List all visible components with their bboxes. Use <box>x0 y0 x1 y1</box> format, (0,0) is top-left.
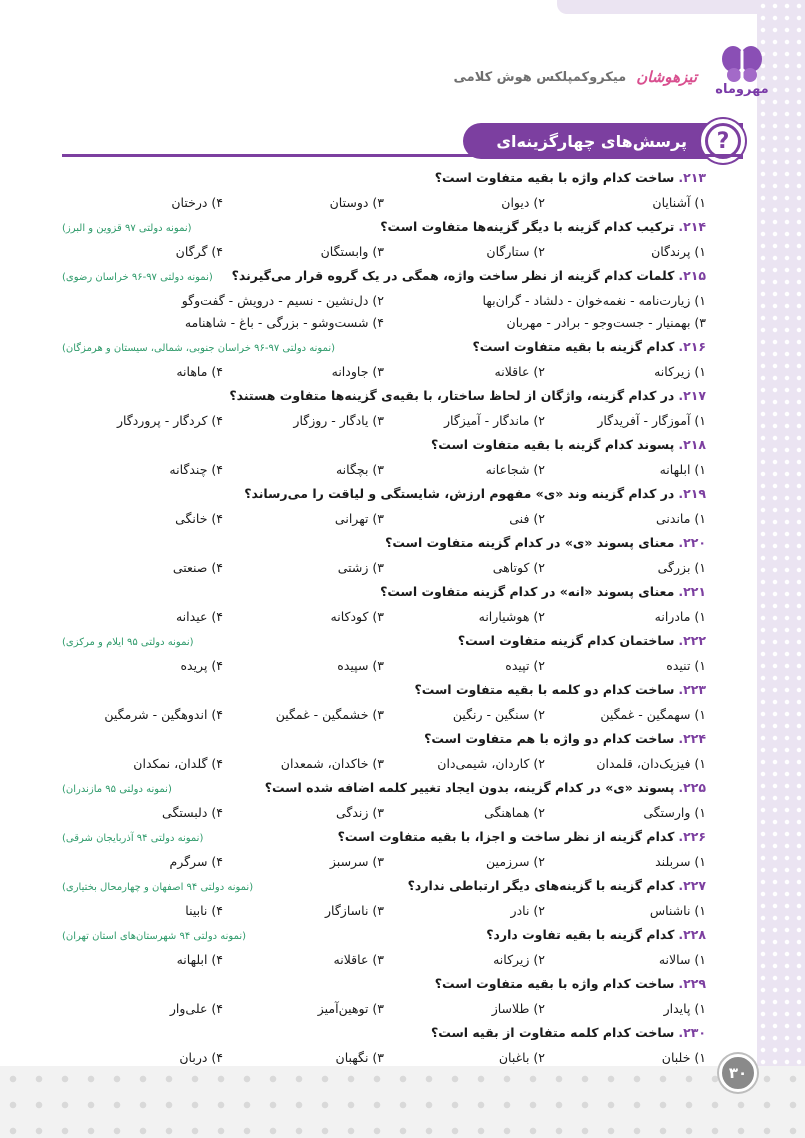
question-source: (نمونه دولتی ۹۴ اصفهان و چهارمحال بختیاری) <box>62 882 254 893</box>
answer-option[interactable]: ۲) کوتاهی <box>492 559 545 575</box>
question-item <box>62 927 706 970</box>
answer-option[interactable]: ۲) دیوان <box>501 194 545 210</box>
options-row <box>62 409 706 431</box>
question-text: ساخت کدام واژه با بقیه متفاوت است؟ <box>434 170 675 185</box>
question-header <box>62 780 706 801</box>
question-number: ۲۲۴. <box>678 731 706 746</box>
question-text: کدام گزینه با گزینه‌های دیگر ارتباطی ندارد؟ <box>407 878 675 893</box>
answer-option[interactable]: ۴) پریده <box>180 657 223 673</box>
answer-option[interactable]: ۴) گلدان، نمکدان <box>133 755 223 771</box>
publisher-logo <box>709 44 775 97</box>
question-item <box>62 829 706 872</box>
options-row <box>62 1046 706 1068</box>
answer-option[interactable]: ۴) چندگانه <box>169 461 223 477</box>
section-title: پرسش‌های چهارگزینه‌ای <box>496 131 687 151</box>
question-stem <box>473 339 706 354</box>
question-text: ساختمان کدام گزینه متفاوت است؟ <box>457 633 675 648</box>
question-item <box>62 1025 706 1068</box>
question-item <box>62 268 706 333</box>
question-item <box>62 339 706 382</box>
question-stem <box>486 927 706 942</box>
question-text: در کدام گزینه وند «ی» مفهوم ارزش، شایستگی و لیاقت را می‌رساند؟ <box>244 486 675 501</box>
answer-option[interactable]: ۲) ماندگار - آمیزگار <box>444 412 545 428</box>
question-header <box>62 268 706 289</box>
answer-option[interactable]: ۴) اندوهگین - شرمگین <box>104 706 223 722</box>
question-text: پسوند کدام گزینه با بقیه متفاوت است؟ <box>431 437 675 452</box>
answer-option[interactable]: ۳) دوستان <box>329 194 384 210</box>
answer-option[interactable]: ۱) پرندگان <box>651 243 706 259</box>
question-item <box>62 486 706 529</box>
answer-option[interactable]: ۴) علی‌وار <box>169 1000 223 1016</box>
question-number: ۲۱۸. <box>678 437 706 452</box>
answer-option[interactable]: ۱) خلبان <box>661 1049 706 1065</box>
options-row <box>62 507 706 529</box>
answer-option[interactable]: ۴) سرگرم <box>169 853 223 869</box>
question-text: ساخت کدام کلمه متفاوت از بقیه است؟ <box>430 1025 675 1040</box>
question-stem <box>431 437 706 452</box>
question-number: ۲۱۷. <box>678 388 706 403</box>
answer-option[interactable]: ۳) ناسازگار <box>325 902 384 918</box>
question-number: ۲۱۶. <box>678 339 706 354</box>
question-item <box>62 780 706 823</box>
answer-option[interactable]: ۴) درختان <box>171 194 223 210</box>
question-number: ۲۲۵. <box>678 780 706 795</box>
question-number: ۲۳۰. <box>678 1025 706 1040</box>
answer-option[interactable]: ۲) شجاعانه <box>485 461 545 477</box>
answer-option[interactable]: ۴) گرگان <box>175 243 223 259</box>
question-source: (نمونه دولتی ۹۵ ایلام و مرکزی) <box>62 637 194 648</box>
question-text: معنای پسوند «انه» در کدام گزینه متفاوت است؟ <box>380 584 675 599</box>
question-header <box>62 633 706 654</box>
options-row <box>62 654 706 676</box>
answer-option[interactable]: ۲) عاقلانه <box>494 363 545 379</box>
side-pattern-strip <box>757 0 805 1138</box>
logo-text: مهروماه <box>715 82 769 97</box>
question-text: ترکیب کدام گزینه با دیگر گزینه‌ها متفاوت است؟ <box>380 219 675 234</box>
answer-option[interactable]: ۲) هماهنگی <box>484 804 545 820</box>
question-number: ۲۲۷. <box>678 878 706 893</box>
question-text: در کدام گزینه، واژگان از لحاظ ساختار، با بقیه‌ی گزینه‌ها متفاوت هستند؟ <box>229 388 675 403</box>
options-row <box>62 191 706 213</box>
answer-option[interactable]: ۴) دربان <box>179 1049 223 1065</box>
question-number: ۲۱۵. <box>678 268 706 283</box>
question-item <box>62 682 706 725</box>
answer-option[interactable]: ۴) خانگی <box>175 510 223 526</box>
options-row <box>62 240 706 262</box>
question-item <box>62 633 706 676</box>
options-row <box>62 605 706 627</box>
answer-option[interactable]: ۱) زیرکانه <box>654 363 706 379</box>
options-row <box>62 850 706 872</box>
question-item <box>62 170 706 213</box>
answer-option[interactable]: ۴) ابلهانه <box>176 951 223 967</box>
question-stem <box>385 535 706 550</box>
question-source: (نمونه دولتی ۹۴ آذربایجان شرقی) <box>62 833 204 844</box>
question-item <box>62 976 706 1019</box>
answer-option[interactable]: ۴) عیدانه <box>175 608 223 624</box>
question-header <box>62 584 706 605</box>
answer-option[interactable]: ۲) دل‌نشین - نسیم - درویش - گفت‌وگو <box>181 292 384 308</box>
question-number: ۲۱۹. <box>678 486 706 501</box>
book-subtitle: میکروکمپلکس هوش کلامی <box>453 69 627 85</box>
answer-option[interactable]: ۱) مادرانه <box>654 608 706 624</box>
question-stem <box>380 219 706 234</box>
answer-option[interactable]: ۳) عاقلانه <box>333 951 384 967</box>
answer-option[interactable]: ۱) سالانه <box>658 951 706 967</box>
question-number: ۲۱۴. <box>678 219 706 234</box>
answer-option[interactable]: ۲) تپیده <box>505 657 545 673</box>
answer-option[interactable]: ۱) سربلند <box>655 853 706 869</box>
answer-option[interactable]: ۱) پایدار <box>663 1000 706 1016</box>
question-stem <box>232 268 706 283</box>
question-number: ۲۲۲. <box>678 633 706 648</box>
brand-name: تیزهوشان <box>636 68 697 86</box>
question-header <box>62 219 706 240</box>
question-number: ۲۲۶. <box>678 829 706 844</box>
question-item <box>62 388 706 431</box>
question-stem <box>229 388 706 403</box>
question-number: ۲۱۳. <box>678 170 706 185</box>
question-header <box>62 927 706 948</box>
question-text: ساخت کدام دو واژه با هم متفاوت است؟ <box>424 731 675 746</box>
answer-option[interactable]: ۳) زندگی <box>335 804 384 820</box>
answer-option[interactable]: ۳) زشتی <box>337 559 384 575</box>
question-text: کدام گزینه با بقیه تفاوت دارد؟ <box>486 927 675 942</box>
question-header <box>62 878 706 899</box>
question-source: (نمونه دولتی ۹۵ مازندران) <box>62 784 172 795</box>
question-list <box>62 170 706 1074</box>
answer-option[interactable]: ۱) فیزیک‌دان، قلمدان <box>596 755 706 771</box>
answer-option[interactable]: ۲) فنی <box>509 510 545 526</box>
question-header <box>62 486 706 507</box>
answer-option[interactable]: ۳) سرسبز <box>329 853 384 869</box>
question-source: (نمونه دولتی ۹۴ شهرستان‌های استان تهران) <box>62 931 247 942</box>
options-row <box>62 801 706 823</box>
question-source: (نمونه دولتی ۹۷-۹۶ خراسان رضوی) <box>62 272 213 283</box>
question-mark-icon: ? <box>708 126 738 156</box>
question-number: ۲۲۹. <box>678 976 706 991</box>
question-stem <box>458 633 706 648</box>
question-item <box>62 584 706 627</box>
question-text: کدام گزینه با بقیه متفاوت است؟ <box>472 339 675 354</box>
answer-option[interactable]: ۱) زیارت‌نامه - نغمه‌خوان - دلشاد - گران‌بها <box>482 292 706 308</box>
question-text: معنای پسوند «ی» در کدام گزینه متفاوت است؟ <box>385 535 675 550</box>
answer-option[interactable]: ۲) باغبان <box>498 1049 545 1065</box>
question-item <box>62 878 706 921</box>
answer-option[interactable]: ۱) آشنایان <box>652 194 706 210</box>
answer-option[interactable]: ۱) سهمگین - غمگین <box>600 706 706 722</box>
question-source: (نمونه دولتی ۹۷-۹۶ خراسان جنوبی، شمالی، سیستان و هرمزگان) <box>62 343 336 354</box>
answer-option[interactable]: ۳) نگهبان <box>335 1049 384 1065</box>
answer-option[interactable]: ۴) کردگار - پروردگار <box>116 412 223 428</box>
answer-option[interactable]: ۱) وارستگی <box>643 804 706 820</box>
question-stem <box>424 731 706 746</box>
question-source: (نمونه دولتی ۹۷ قزوین و البرز) <box>62 223 192 234</box>
options-row <box>62 899 706 921</box>
footer-doodle-band <box>0 1066 805 1138</box>
answer-option[interactable]: ۳) یادگار - روزگار <box>293 412 384 428</box>
answer-option[interactable]: ۴) ماهانه <box>176 363 223 379</box>
question-number: ۲۲۰. <box>678 535 706 550</box>
answer-option[interactable]: ۳) خشمگین - غمگین <box>275 706 384 722</box>
answer-option[interactable]: ۱) ماندنی <box>655 510 706 526</box>
options-row <box>62 289 706 311</box>
answer-option[interactable]: ۱) ناشناس <box>649 902 706 918</box>
answer-option[interactable]: ۳) خاکدان، شمعدان <box>280 755 384 771</box>
answer-option[interactable]: ۱) آموزگار - آفریدگار <box>597 412 706 428</box>
butterfly-icon <box>720 44 764 84</box>
answer-option[interactable]: ۳) توهین‌آمیز <box>317 1000 384 1016</box>
options-row <box>62 311 706 333</box>
question-stem <box>338 829 706 844</box>
page-number-badge <box>719 1054 757 1092</box>
question-header <box>62 1025 706 1046</box>
top-tab-decoration <box>557 0 757 14</box>
question-header <box>62 976 706 997</box>
question-header <box>62 682 706 703</box>
question-stem <box>431 1025 706 1040</box>
question-text: پسوند «ی» در کدام گزینه، بدون ایجاد تغییر کلمه اضافه شده است؟ <box>264 780 675 795</box>
options-row <box>62 703 706 725</box>
question-stem <box>244 486 706 501</box>
answer-option[interactable]: ۱) ابلهانه <box>659 461 706 477</box>
question-item <box>62 535 706 578</box>
answer-option[interactable]: ۳) بچگانه <box>335 461 384 477</box>
answer-option[interactable]: ۳) جاودانه <box>331 363 384 379</box>
answer-option[interactable]: ۲) سرزمین <box>486 853 545 869</box>
answer-option[interactable]: ۴) نابینا <box>185 902 223 918</box>
answer-option[interactable]: ۲) طلاساز <box>491 1000 545 1016</box>
question-header <box>62 437 706 458</box>
question-header <box>62 731 706 752</box>
answer-option[interactable]: ۲) سنگین - رنگین <box>452 706 545 722</box>
answer-option[interactable]: ۳) سپیده <box>337 657 384 673</box>
page-header <box>454 68 698 86</box>
options-row <box>62 948 706 970</box>
answer-option[interactable]: ۴) صنعتی <box>172 559 223 575</box>
answer-option[interactable]: ۳) تهرانی <box>334 510 384 526</box>
answer-option[interactable]: ۳) وابستگان <box>320 243 384 259</box>
answer-option[interactable]: ۲) زیرکانه <box>493 951 545 967</box>
answer-option[interactable]: ۲) ستارگان <box>486 243 545 259</box>
answer-option[interactable]: ۲) کاردان، شیمی‌دان <box>437 755 545 771</box>
options-row <box>62 752 706 774</box>
answer-option[interactable]: ۲) هوشیارانه <box>478 608 545 624</box>
question-text: کلمات کدام گزینه از نظر ساخت واژه، همگی در یک گروه قرار می‌گیرند؟ <box>231 268 675 283</box>
answer-option[interactable]: ۳) کودکانه <box>330 608 384 624</box>
question-header <box>62 535 706 556</box>
question-item <box>62 731 706 774</box>
question-header <box>62 388 706 409</box>
answer-option[interactable]: ۴) شست‌وشو - بزرگی - باغ - شاهنامه <box>184 314 384 330</box>
question-item <box>62 219 706 262</box>
question-header <box>62 170 706 191</box>
question-text: ساخت کدام واژه با بقیه متفاوت است؟ <box>434 976 675 991</box>
options-row <box>62 360 706 382</box>
answer-option[interactable]: ۱) بزرگی <box>657 559 706 575</box>
answer-option[interactable]: ۴) دلبستگی <box>162 804 223 820</box>
question-stem <box>415 682 706 697</box>
page-number: ۳۰ <box>728 1064 748 1082</box>
question-header <box>62 829 706 850</box>
question-stem <box>435 170 706 185</box>
question-header <box>62 339 706 360</box>
question-stem <box>380 584 706 599</box>
question-stem <box>408 878 706 893</box>
section-divider <box>62 154 743 157</box>
question-number: ۲۲۸. <box>678 927 706 942</box>
question-text: ساخت کدام دو کلمه با بقیه متفاوت است؟ <box>414 682 675 697</box>
answer-option[interactable]: ۳) بهمنیار - جست‌وجو - برادر - مهربان <box>506 314 706 330</box>
answer-option[interactable]: ۲) نادر <box>510 902 545 918</box>
question-text: کدام گزینه از نظر ساخت و اجزا، با بقیه متفاوت است؟ <box>337 829 675 844</box>
question-stem <box>435 976 706 991</box>
question-item <box>62 437 706 480</box>
question-number: ۲۲۱. <box>678 584 706 599</box>
question-stem <box>265 780 706 795</box>
options-row <box>62 458 706 480</box>
answer-option[interactable]: ۱) تنیده <box>666 657 706 673</box>
question-number: ۲۲۳. <box>678 682 706 697</box>
options-row <box>62 556 706 578</box>
options-row <box>62 997 706 1019</box>
